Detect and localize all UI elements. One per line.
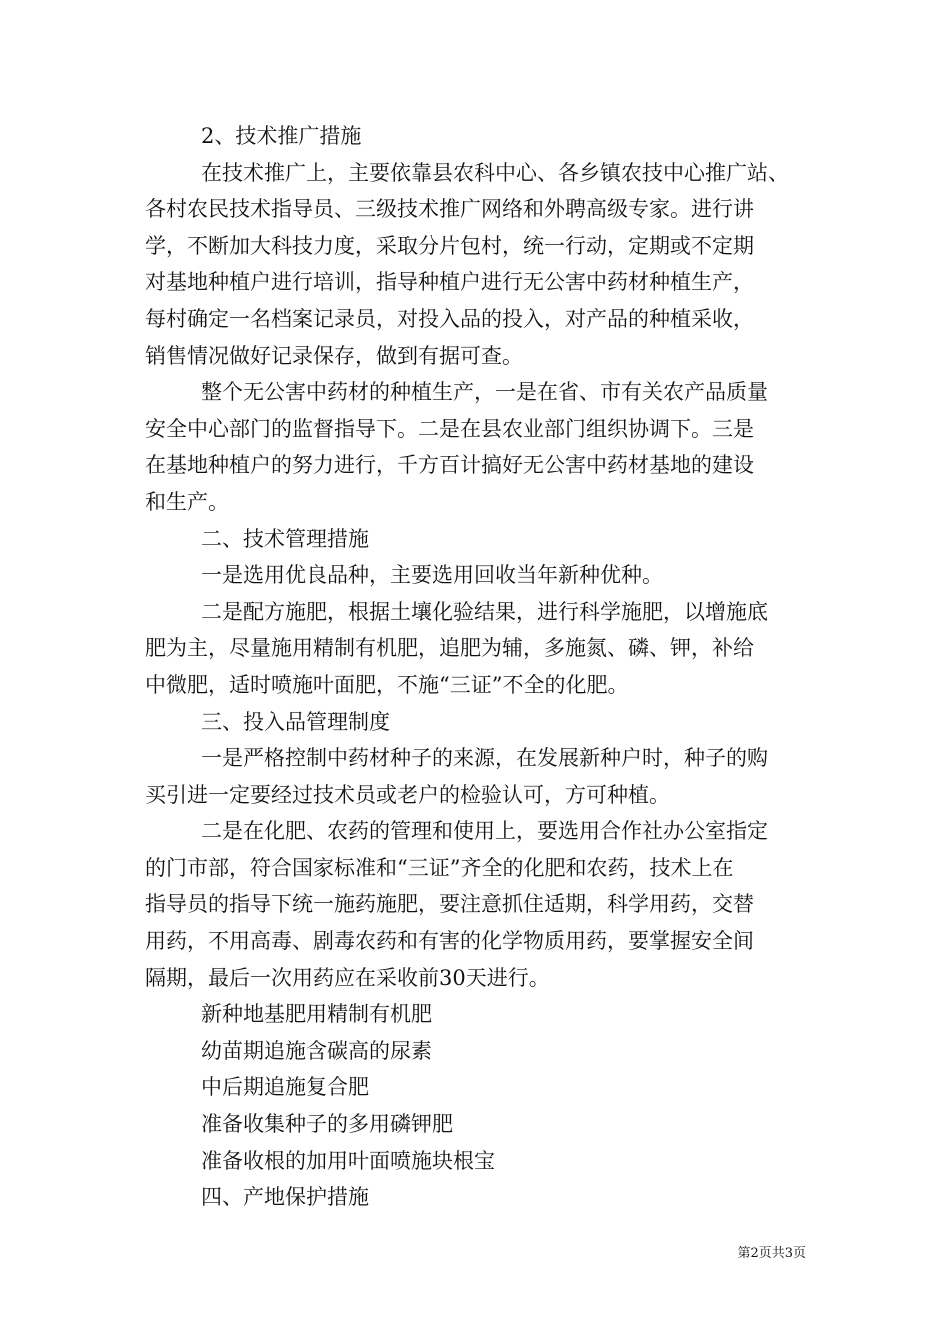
paragraph-line: 销售情况做好记录保存，做到有据可查。 (145, 343, 523, 368)
document-body (145, 118, 815, 1216)
section-heading: 三、投入品管理制度 (201, 709, 390, 734)
page-number-footer: 第2页共3页 (737, 1246, 806, 1261)
list-item: 新种地基肥用精制有机肥 (201, 1002, 432, 1027)
paragraph-line: 中微肥，适时喷施叶面肥，不施“三证”不全的化肥。 (145, 672, 629, 697)
paragraph-line: 买引进一定要经过技术员或老户的检验认可，方可种植。 (145, 782, 670, 807)
paragraph-line: 隔期，最后一次用药应在采收前30天进行。 (145, 965, 550, 990)
paragraph-line: 二是配方施肥，根据土壤化验结果，进行科学施肥，以增施底 (201, 599, 768, 624)
paragraph-line: 对基地种植户进行培训，指导种植户进行无公害中药材种植生产， (145, 270, 754, 295)
paragraph-line: 指导员的指导下统一施药施肥，要注意抓住适期，科学用药，交替 (145, 892, 754, 917)
section-heading: 二、技术管理措施 (201, 526, 369, 551)
paragraph-line: 学，不断加大科技力度，采取分片包村，统一行动，定期或不定期 (145, 233, 754, 258)
paragraph-line: 二是在化肥、农药的管理和使用上，要选用合作社办公室指定 (201, 819, 768, 844)
paragraph-line: 安全中心部门的监督指导下。二是在县农业部门组织协调下。三是 (145, 416, 754, 441)
paragraph-line: 的门市部，符合国家标准和“三证”齐全的化肥和农药，技术上在 (145, 855, 734, 880)
paragraph-line: 肥为主，尽量施用精制有机肥，追肥为辅，多施氮、磷、钾，补给 (145, 636, 754, 661)
section-heading: 四、产地保护措施 (201, 1185, 369, 1210)
list-item: 准备收根的加用叶面喷施块根宝 (201, 1148, 495, 1173)
list-item: 准备收集种子的多用磷钾肥 (201, 1112, 453, 1137)
paragraph-line: 在技术推广上，主要依靠县农科中心、各乡镇农技中心推广站、 (201, 160, 789, 185)
paragraph-line: 整个无公害中药材的种植生产，一是在省、市有关农产品质量 (201, 380, 768, 405)
paragraph-line: 用药，不用高毒、剧毒农药和有害的化学物质用药，要掌握安全间 (145, 929, 754, 954)
paragraph-line: 每村确定一名档案记录员，对投入品的投入，对产品的种植采收， (145, 306, 754, 331)
section-heading: 2、技术推广措施 (201, 124, 362, 148)
paragraph-line: 一是严格控制中药材种子的来源，在发展新种户时，种子的购 (201, 746, 768, 771)
paragraph-line: 各村农民技术指导员、三级技术推广网络和外聘高级专家。进行讲 (145, 197, 754, 222)
paragraph-line: 一是选用优良品种，主要选用回收当年新种优种。 (201, 563, 663, 588)
list-item: 幼苗期追施含碳高的尿素 (201, 1038, 432, 1063)
list-item: 中后期追施复合肥 (201, 1075, 369, 1100)
paragraph-line: 和生产。 (145, 489, 229, 514)
paragraph-line: 在基地种植户的努力进行，千方百计搞好无公害中药材基地的建设 (145, 453, 754, 478)
